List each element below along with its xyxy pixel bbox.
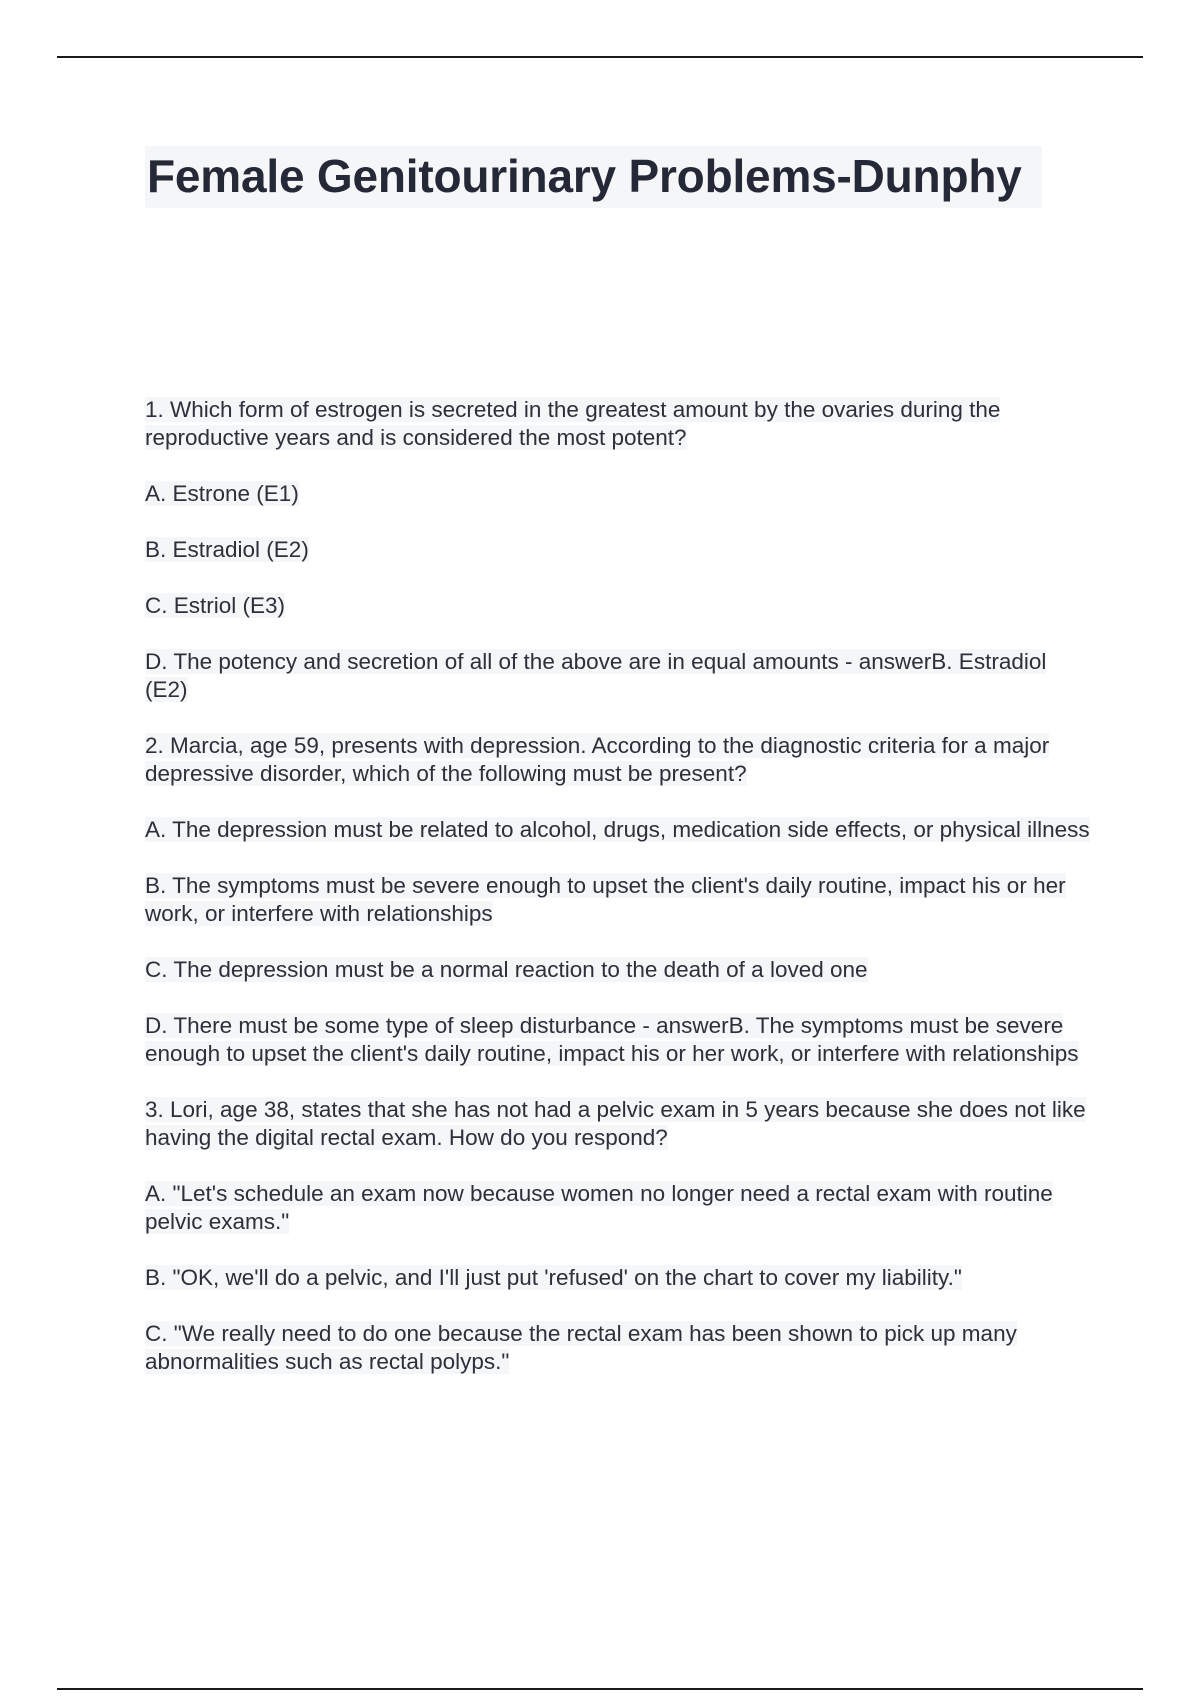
question-1-option-a: A. Estrone (E1) — [145, 481, 299, 506]
question-2-option-b: B. The symptoms must be severe enough to upset the client's daily routine, impact his or her work, or interfere with relationships — [145, 873, 1066, 926]
question-3-option-c: C. "We really need to do one because the rectal exam has been shown to pick up many abnormalities such as rectal polyps." — [145, 1321, 1017, 1374]
top-divider — [57, 56, 1143, 58]
question-2-option-c: C. The depression must be a normal reaction to the death of a loved one — [145, 957, 868, 982]
question-3-option-b: B. "OK, we'll do a pelvic, and I'll just put 'refused' on the chart to cover my liability." — [145, 1265, 962, 1290]
question-3-stem: 3. Lori, age 38, states that she has not had a pelvic exam in 5 years because she does not like having the digital rectal exam. How do you respond? — [145, 1097, 1086, 1150]
question-2-stem: 2. Marcia, age 59, presents with depression. According to the diagnostic criteria for a major depressive disorder, which of the following must be present? — [145, 733, 1050, 786]
question-1-option-d-answer: D. The potency and secretion of all of the above are in equal amounts - answerB. Estradiol (E2) — [145, 649, 1047, 702]
question-1-option-c: C. Estriol (E3) — [145, 593, 286, 618]
question-3-option-a: A. "Let's schedule an exam now because women no longer need a rectal exam with routine pelvic exams." — [145, 1181, 1053, 1234]
document-title: Female Genitourinary Problems-Dunphy — [145, 146, 1042, 208]
document-body — [145, 396, 1090, 1404]
question-2-option-d-answer: D. There must be some type of sleep disturbance - answerB. The symptoms must be severe enough to upset the client's daily routine, impact his or her work, or interfere with relationships — [145, 1013, 1079, 1066]
question-1-stem: 1. Which form of estrogen is secreted in the greatest amount by the ovaries during the reproductive years and is considered the most potent? — [145, 397, 1001, 450]
question-1-option-b: B. Estradiol (E2) — [145, 537, 309, 562]
bottom-divider — [57, 1688, 1143, 1690]
question-2-option-a: A. The depression must be related to alcohol, drugs, medication side effects, or physical illness — [145, 817, 1090, 842]
